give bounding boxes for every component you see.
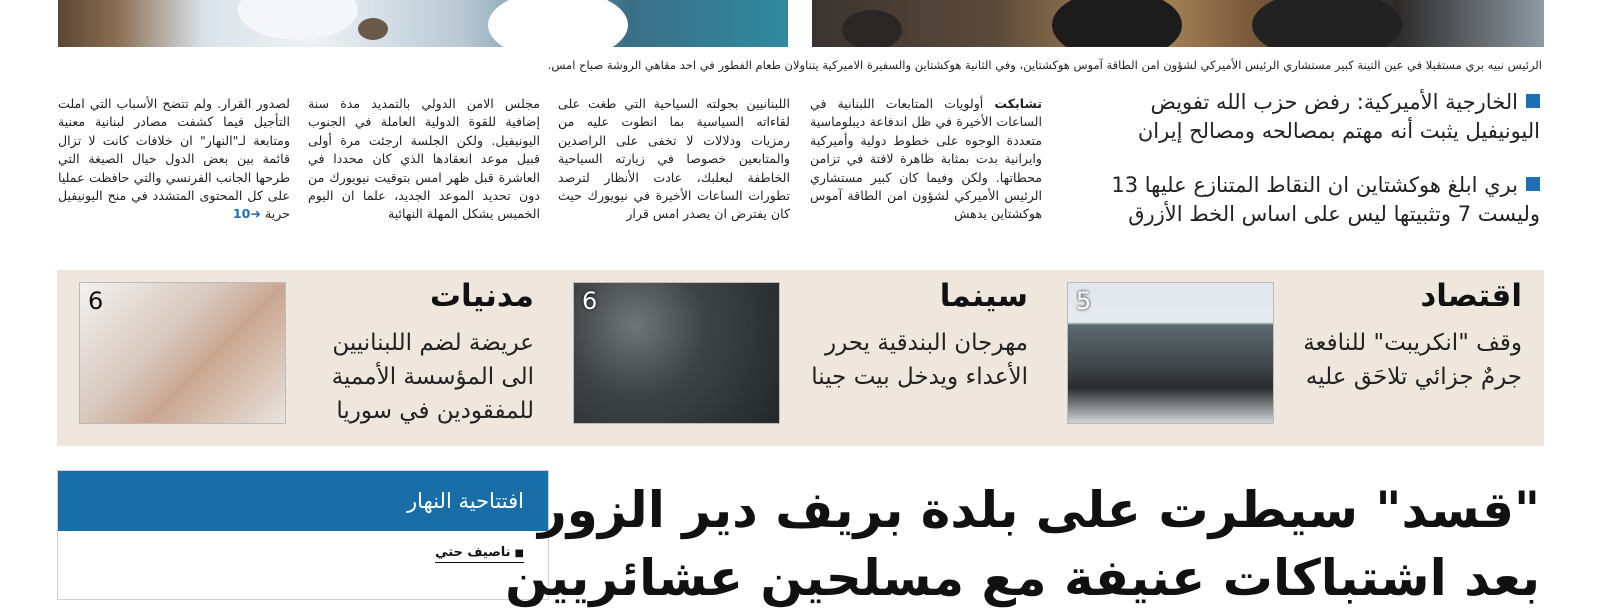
- cinema-thumbnail[interactable]: [573, 282, 780, 424]
- top-photo-right: [812, 0, 1544, 47]
- civil-thumbnail[interactable]: [79, 282, 286, 424]
- continue-arrow-icon[interactable]: ➜: [250, 206, 261, 222]
- article-text: أولويات المتابعات اللبنانية في الساعات الأخيرة في ظل اندفاعة ديبلوماسية متعددة الوجوه على خطوط دولية وأميركية وايرانية بدت بمثابة ظاهرة لافتة في تزامن محطاتها. ولكن وفيما كان كبير مستشاري الرئيس الأميركي لشؤون امن الطاقة آموس هوكشتاين يدهش: [810, 96, 1042, 222]
- highlight-item: [1070, 171, 1540, 229]
- article-column-4: [58, 95, 290, 239]
- civil-text[interactable]: عريضة لضم اللبنانيين الى المؤسسة الأممية للمفقودين في سوريا: [331, 330, 534, 424]
- article-text: لصدور القرار. ولم تتضح الأسباب التي املت التأجيل فيما كشفت مصادر لبنانية معنية ومتابعة لـ"النهار" ان خلافات كانت لا تزال قائمة بين بعض الدول حيال الصيغة التي طرحها الجانب الفرنسي والتي حافظت عمليا على كل المحتوى المتشدد في منح اليونيفيل حرية: [58, 96, 290, 222]
- teaser-banner: [57, 270, 1544, 446]
- photo-caption: الرئيس نبيه بري مستقبلا في عين التينة كبير مستشاري الرئيس الأميركي لشؤون امن الطاقة آموس هوكشتاين، وفي الثانية هوكشتاين والسفيرة الاميركية يتناولان طعام الفطور في احد مقاهي الروشة صباح امس.: [547, 58, 1542, 72]
- headline-line-1: "قسد" سيطرت على بلدة بريف دير الزور: [537, 481, 1540, 539]
- article-text: اللبنانيين بجولته السياحية التي طغت على لقاءاته السياسية بما انطوت عليه من رمزيات ودلالات لا تخفى على الراصدين والمتابعين خصوصا في زيارته السياحية الخاطفة لبعلبك، عادت الأنظار لترصد تطورات الساعات الأخيرة في نيويورك حيث كان يفترض ان يصدر امس قرار: [558, 96, 790, 222]
- highlight-text: بري ابلغ هوكشتاين ان النقاط المتنازع عليها 13 وليست 7 وتثبيتها ليس على اساس الخط الأزرق: [1111, 173, 1540, 226]
- main-headline[interactable]: [505, 476, 1540, 612]
- headline-line-2: بعد اشتباكات عنيفة مع مسلحين عشائريين: [505, 549, 1540, 607]
- article-text: مجلس الامن الدولي بالتمديد مدة سنة إضافية للقوة الدولية العاملة في الجنوب اليونيفيل. ولكن الجلسة ارجئت مرة أولى قبيل موعد انعقادها الذي كان محددا في العاشرة قبل ظهر امس بتوقيت نيويورك من دون تحديد الموعد الجديد، علما ان اليوم الخميس يشكل المهلة النهائية: [308, 96, 540, 222]
- opinion-header[interactable]: افتتاحية النهار: [58, 471, 548, 531]
- article-column-3: [308, 95, 540, 239]
- economy-page-number: 5: [1076, 287, 1092, 315]
- bullet-square-icon: [1526, 177, 1540, 191]
- economy-text[interactable]: وقف "انكريبت" للنافعة جرمٌ جزائي تلاحَق عليه: [1303, 330, 1522, 390]
- opinion-author[interactable]: ■ ناصيف حتي: [435, 545, 524, 563]
- article-lead-word: تشابكت: [994, 96, 1042, 111]
- continue-page-number[interactable]: 10: [232, 206, 251, 222]
- cinema-page-number: 6: [582, 287, 598, 315]
- highlight-item: [1070, 88, 1540, 146]
- cinema-text[interactable]: مهرجان البندقية يحرر الأعداء ويدخل بيت جينا: [811, 330, 1028, 390]
- cinema-title[interactable]: سينما: [939, 278, 1028, 314]
- highlight-text: الخارجية الأميركية: رفض حزب الله تفويض اليونيفيل يثبت أنه مهتم بمصالحه ومصالح إيران: [1137, 90, 1540, 143]
- article-column-2: [558, 95, 790, 239]
- top-photo-left: [58, 0, 788, 47]
- civil-page-number: 6: [88, 287, 104, 315]
- article-column-1: [810, 95, 1042, 239]
- economy-thumbnail[interactable]: [1067, 282, 1274, 424]
- opinion-box: [57, 470, 549, 600]
- civil-title[interactable]: مدنيات: [429, 278, 534, 314]
- bullet-square-icon: [1526, 94, 1540, 108]
- economy-title[interactable]: اقتصاد: [1420, 278, 1522, 314]
